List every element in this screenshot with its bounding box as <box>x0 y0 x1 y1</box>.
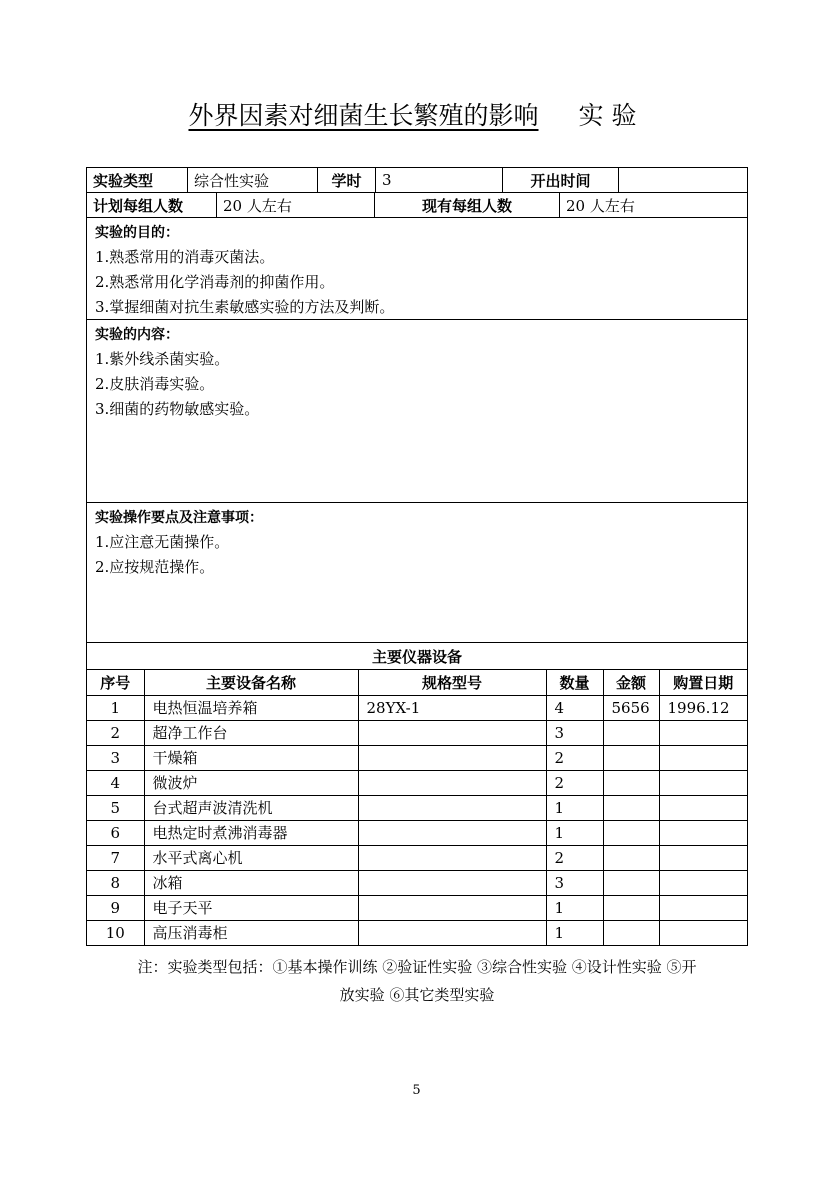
cell-model <box>358 845 546 870</box>
planned-label: 计划每组人数 <box>87 193 217 217</box>
hours-label: 学时 <box>318 168 376 192</box>
col-header-amount: 金额 <box>603 670 659 695</box>
cell-qty: 4 <box>546 695 603 720</box>
cell-amount: 5656 <box>603 695 659 720</box>
cell-qty: 3 <box>546 870 603 895</box>
cell-no: 3 <box>87 745 144 770</box>
cell-amount <box>603 770 659 795</box>
page-number: 5 <box>412 1083 421 1098</box>
cell-no: 10 <box>87 920 144 945</box>
col-header-no: 序号 <box>87 670 144 695</box>
cell-amount <box>603 870 659 895</box>
cell-date <box>659 820 747 845</box>
table-row <box>87 845 747 870</box>
cell-qty: 2 <box>546 845 603 870</box>
cell-qty: 1 <box>546 820 603 845</box>
operations-heading: 实验操作要点及注意事项： <box>95 510 263 526</box>
purpose-section <box>87 218 747 320</box>
content-item: 2.皮肤消毒实验。 <box>95 375 215 393</box>
actual-value: 20 人左右 <box>566 196 635 215</box>
col-header-qty: 数量 <box>546 670 603 695</box>
cell-amount <box>603 920 659 945</box>
content-heading: 实验的内容： <box>95 327 179 343</box>
time-label: 开出时间 <box>503 168 619 192</box>
planned-value: 20 人左右 <box>217 193 375 217</box>
table-row <box>87 820 747 845</box>
cell-name: 电热定时煮沸消毒器 <box>144 820 358 845</box>
cell-name: 电子天平 <box>144 895 358 920</box>
col-header-model: 规格型号 <box>358 670 546 695</box>
cell-date <box>659 870 747 895</box>
cell-model <box>358 895 546 920</box>
cell-date <box>659 770 747 795</box>
operations-item: 2.应按规范操作。 <box>95 558 215 576</box>
cell-no: 2 <box>87 720 144 745</box>
equipment-title: 主要仪器设备 <box>87 643 747 670</box>
content-section <box>87 320 747 503</box>
purpose-item: 1.熟悉常用的消毒灭菌法。 <box>95 248 275 266</box>
cell-model <box>358 795 546 820</box>
cell-no: 4 <box>87 770 144 795</box>
cell-qty: 1 <box>546 795 603 820</box>
table-row <box>87 795 747 820</box>
cell-date <box>659 920 747 945</box>
table-row <box>87 745 747 770</box>
table-row <box>87 720 747 745</box>
cell-amount <box>603 820 659 845</box>
operations-item: 1.应注意无菌操作。 <box>95 533 230 551</box>
cell-name: 干燥箱 <box>144 745 358 770</box>
cell-date <box>659 745 747 770</box>
title-main: 外界因素对细菌生长繁殖的影响 <box>188 101 539 130</box>
table-row <box>87 870 747 895</box>
cell-qty: 2 <box>546 745 603 770</box>
cell-name: 冰箱 <box>144 870 358 895</box>
cell-name: 台式超声波清洗机 <box>144 795 358 820</box>
cell-amount <box>603 745 659 770</box>
cell-amount <box>603 720 659 745</box>
experiment-form <box>86 167 748 946</box>
cell-qty: 3 <box>546 720 603 745</box>
cell-name: 电热恒温培养箱 <box>144 695 358 720</box>
table-row <box>87 920 747 945</box>
cell-no: 9 <box>87 895 144 920</box>
purpose-item: 3.掌握细菌对抗生素敏感实验的方法及判断。 <box>95 298 395 316</box>
time-value <box>619 168 747 192</box>
page-title <box>0 98 833 134</box>
cell-amount <box>603 895 659 920</box>
cell-model <box>358 870 546 895</box>
content-item: 3.细菌的药物敏感实验。 <box>95 400 260 418</box>
cell-model <box>358 820 546 845</box>
cell-model <box>358 745 546 770</box>
table-row <box>87 895 747 920</box>
equipment-table <box>87 670 747 945</box>
hours-value: 3 <box>376 168 503 192</box>
footnote-line-1: 注：实验类型包括：①基本操作训练 ②验证性实验 ③综合性实验 ④设计性实验 ⑤开 <box>137 958 697 976</box>
purpose-item: 2.熟悉常用化学消毒剂的抑菌作用。 <box>95 273 335 291</box>
type-label: 实验类型 <box>87 168 188 192</box>
cell-no: 6 <box>87 820 144 845</box>
table-row <box>87 770 747 795</box>
cell-model <box>358 920 546 945</box>
content-item: 1.紫外线杀菌实验。 <box>95 350 230 368</box>
table-row <box>87 695 747 720</box>
operations-section <box>87 503 747 643</box>
cell-date <box>659 720 747 745</box>
col-header-name: 主要设备名称 <box>144 670 358 695</box>
actual-label: 现有每组人数 <box>375 193 560 217</box>
cell-name: 超净工作台 <box>144 720 358 745</box>
equipment-header-row <box>87 670 747 695</box>
cell-name: 微波炉 <box>144 770 358 795</box>
footnote <box>86 953 748 1009</box>
cell-no: 7 <box>87 845 144 870</box>
purpose-heading: 实验的目的： <box>95 225 179 241</box>
cell-model <box>358 770 546 795</box>
cell-no: 5 <box>87 795 144 820</box>
cell-no: 1 <box>87 695 144 720</box>
cell-no: 8 <box>87 870 144 895</box>
cell-model: 28YX-1 <box>358 695 546 720</box>
cell-date <box>659 845 747 870</box>
cell-amount <box>603 795 659 820</box>
cell-amount <box>603 845 659 870</box>
cell-qty: 1 <box>546 920 603 945</box>
cell-qty: 1 <box>546 895 603 920</box>
type-value: 综合性实验 <box>188 168 318 192</box>
cell-model <box>358 720 546 745</box>
cell-name: 高压消毒柜 <box>144 920 358 945</box>
cell-qty: 2 <box>546 770 603 795</box>
footnote-line-2: 放实验 ⑥其它类型实验 <box>339 986 495 1004</box>
info-row-2 <box>87 193 747 218</box>
cell-name: 水平式离心机 <box>144 845 358 870</box>
cell-date <box>659 795 747 820</box>
info-row-1 <box>87 168 747 193</box>
col-header-date: 购置日期 <box>659 670 747 695</box>
title-sub: 实验 <box>578 101 645 130</box>
cell-date <box>659 895 747 920</box>
cell-date: 1996.12 <box>659 695 747 720</box>
